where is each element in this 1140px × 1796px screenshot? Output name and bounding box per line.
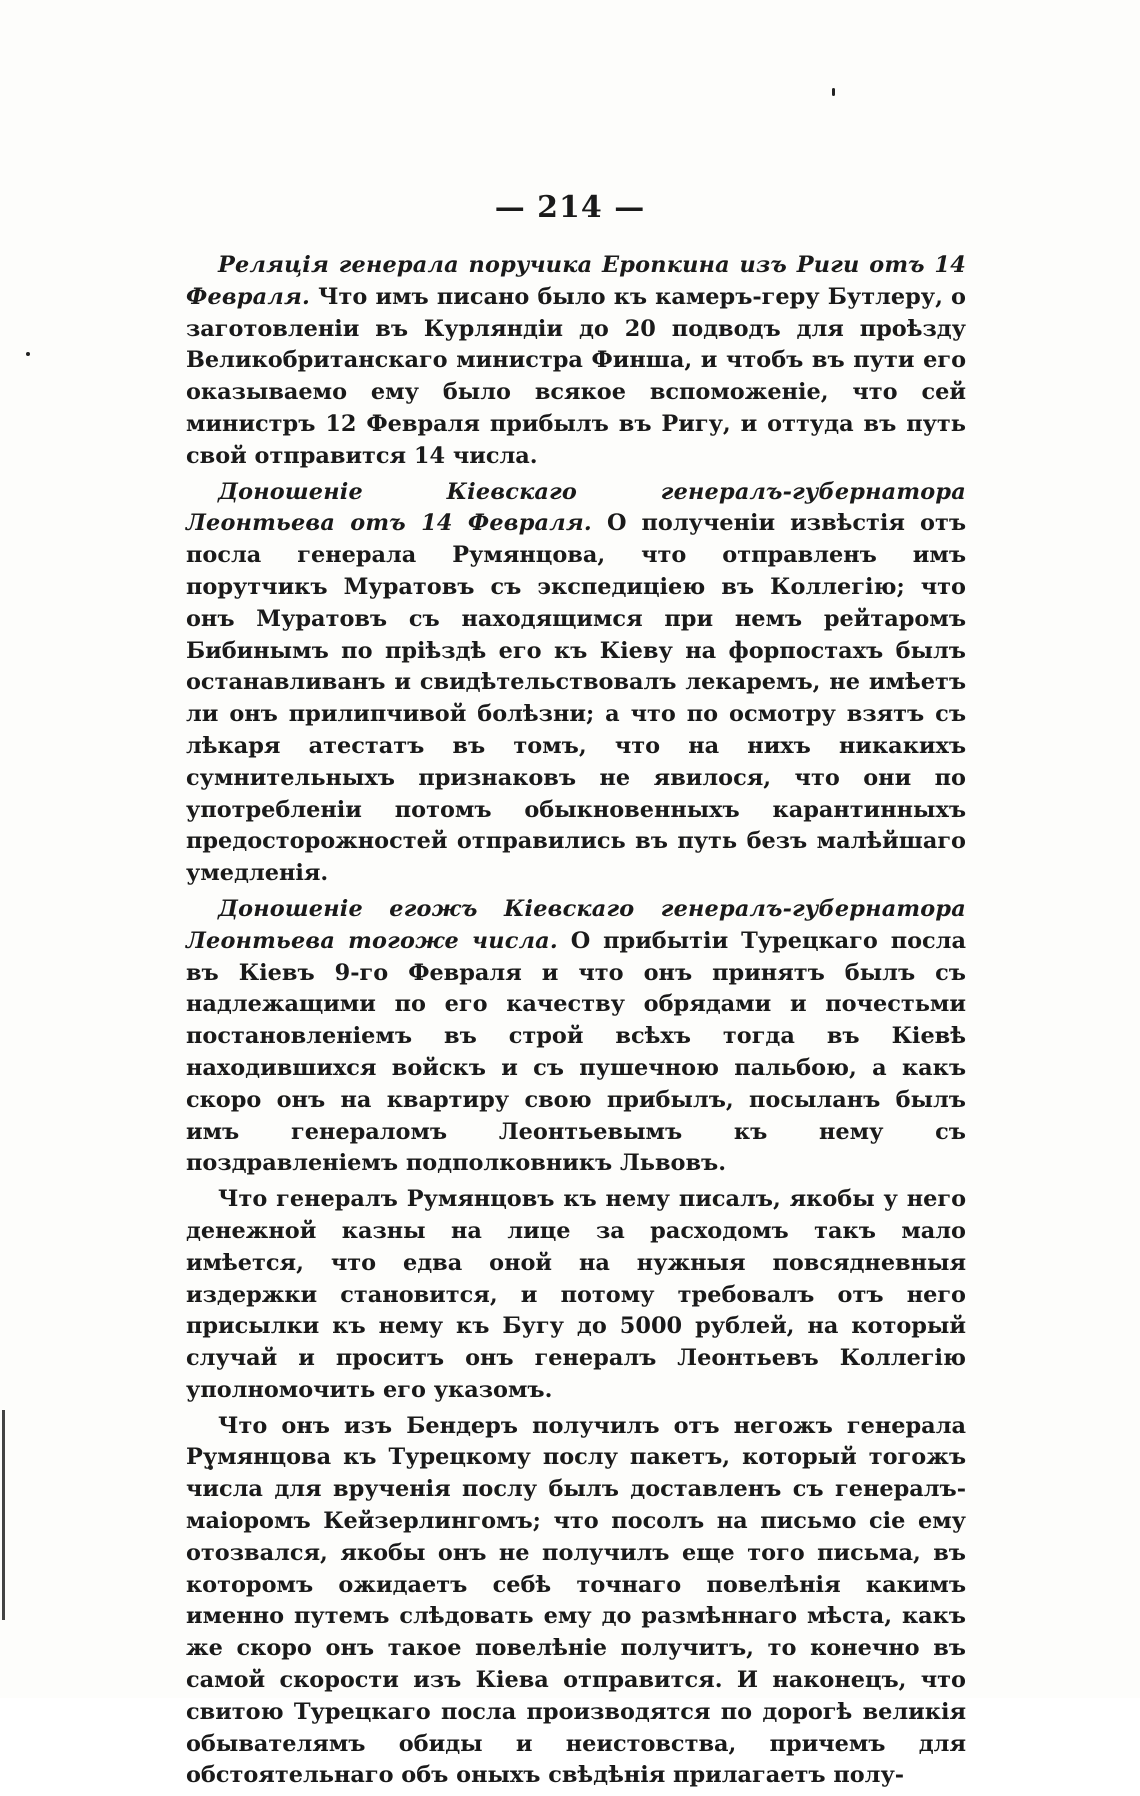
paragraph-body: Что имъ писано было къ камеръ-геру Бутлеру, о заготовленіи въ Курляндіи до 20 подводъ для проѣзду Великобританскаго министра Финша, и чтобъ въ пути его оказываемо ему было всякое вспоможеніе, что сей министръ 12 Февраля прибылъ въ Ригу, и оттуда въ путь свой отправится 14 числа.: [186, 283, 966, 469]
paragraph-heading: Реляція генерала поручика Еропкина изъ Риги отъ 14 Февраля.: [186, 252, 966, 310]
binding-edge-mark: [2, 1410, 5, 1620]
paragraph-2: [186, 477, 966, 890]
paragraph-heading: Доношеніе Кіевскаго генералъ-губернатора Леонтьева отъ 14 Февраля.: [186, 478, 966, 537]
paragraph-body: Что генералъ Румянцовъ къ нему писалъ, якобы у него денежной казны на лице за расходомъ такъ мало имѣется, что едва оной на нужныя повсядневныя издержки становится, и потому требовалъ отъ него присылки къ нему къ Бугу до 5000 рублей, на который случай и проситъ онъ генералъ Леонтьевъ Коллегію уполномочить его указомъ.: [186, 1186, 966, 1403]
paragraph-heading: Доношеніе егожъ Кіевскаго генералъ-губернатора Леонтьева тогоже числа.: [186, 895, 966, 954]
ink-speck: [832, 88, 835, 96]
paragraph-1: [186, 250, 966, 473]
ink-speck: [26, 352, 30, 356]
paragraph-5: [186, 1411, 966, 1793]
paragraph-body: О полученіи извѣстія отъ посла генерала Румянцова, что отправленъ имъ порутчикъ Муратовъ съ экспедиціею въ Коллегію; что онъ Муратовъ съ находящимся при немъ рейтаромъ Бибинымъ по пріѣздѣ его къ Кіеву на форпостахъ былъ останавливанъ и свидѣтельствовалъ лекаремъ, не имѣетъ ли онъ прилипчивой болѣзни; а что по осмотру взятъ съ лѣкаря атестатъ въ томъ, что на нихъ никакихъ сумнительныхъ признаковъ не явилося, что они по употребленіи потомъ обыкновенныхъ карантинныхъ предосторожностей отправились въ путь безъ малѣйшаго умедленія.: [186, 510, 966, 887]
paragraph-body: О прибытіи Турецкаго посла въ Кіевъ 9-го Февраля и что онъ принятъ былъ съ надлежащими по его качеству обрядами и почестьми постановленіемъ въ строй всѣхъ тогда въ Кіевѣ находившихся войскъ и съ пушечною пальбою, а какъ скоро онъ на квартиру свою прибылъ, посыланъ былъ имъ генераломъ Леонтьевымъ къ нему съ поздравленіемъ подполковникъ Львовъ.: [186, 927, 966, 1177]
paragraph-body: Что онъ изъ Бендеръ получилъ отъ негожъ генерала Румянцова къ Турецкому послу пакетъ, который тогожъ числа для врученія послу былъ доставленъ съ генералъ-маіоромъ Кейзерлингомъ; что посолъ на письмо сіе ему отозвался, якобы онъ не получилъ еще того письма, въ которомъ ожидаетъ себѣ точнаго повелѣнія какимъ именно путемъ слѣдовать ему до размѣннаго мѣста, какъ же скоро онъ такое повелѣніе получитъ, то конечно въ самой скорости изъ Кіева отправится. И наконецъ, что свитою Турецкаго посла производятся по дорогѣ великія обывателямъ обиды и неистовства, причемъ для обстоятельнаго объ оныхъ свѣдѣнія прилагаетъ полу-: [186, 1412, 966, 1789]
paragraph-3: [186, 894, 966, 1180]
page-number: — 214 —: [494, 190, 646, 225]
paragraph-4: [186, 1184, 966, 1407]
main-text: [186, 250, 966, 1796]
